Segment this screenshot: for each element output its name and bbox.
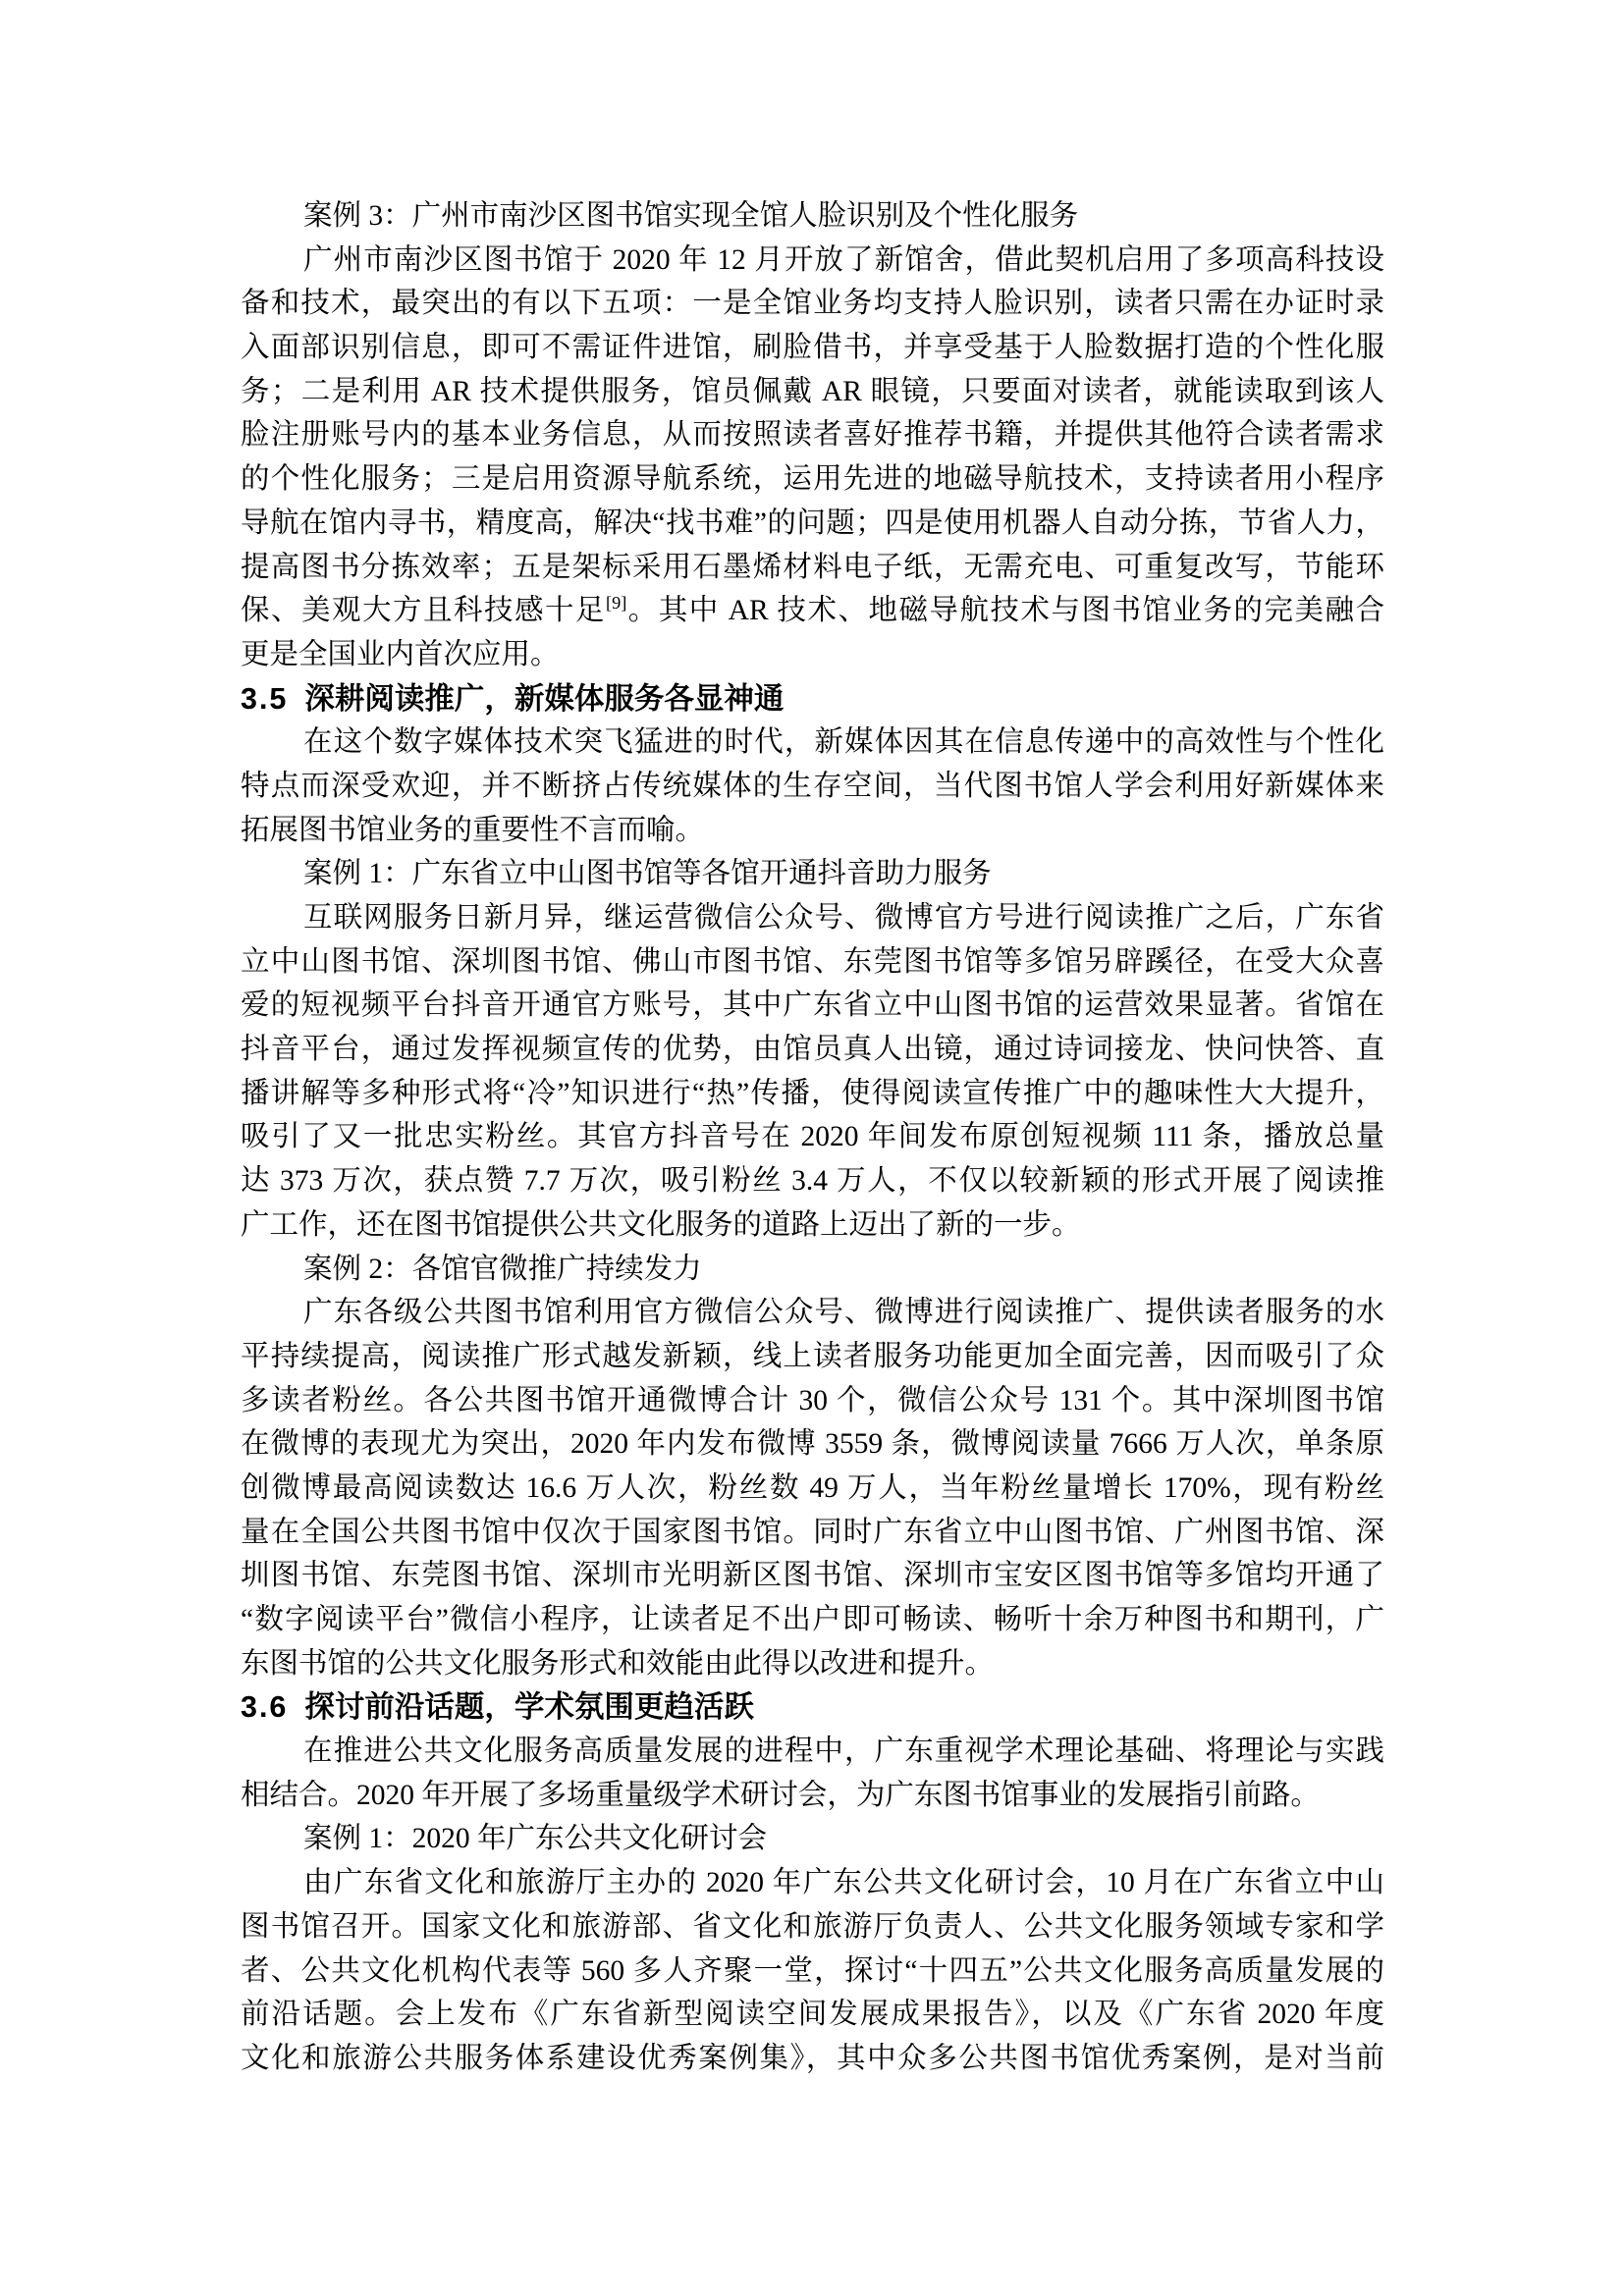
paragraph-line: 圳图书馆、东莞图书馆、深圳市光明新区图书馆、深圳市宝安区图书馆等多馆均开通了 — [241, 1560, 1384, 1592]
paragraph-line: 广工作，还在图书馆提供公共文化服务的道路上迈出了新的一步。 — [241, 1208, 1081, 1241]
paragraph-line: 拓展图书馆业务的重要性不言而喻。 — [241, 814, 705, 846]
paragraph-line: 提高图书分拣效率；五是架标采用石墨烯材料电子纸，无需充电、可重复改写，节能环 — [241, 551, 1384, 583]
paragraph-line: 导航在馆内寻书，精度高，解决“找书难”的问题；四是使用机器人自动分拣，节省人力， — [241, 507, 1384, 539]
section-title: 深耕阅读推广，新媒体服务各显神通 — [304, 681, 785, 716]
paragraph-line: 文化和旅游公共服务体系建设优秀案例集》，其中众多公共图书馆优秀案例，是对当前 — [241, 2042, 1384, 2074]
case-title-line: 案例 2：各馆官微推广持续发力 — [303, 1253, 702, 1285]
case-title-line: 案例 1：广东省立中山图书馆等各馆开通抖音助力服务 — [303, 858, 992, 890]
citation-reference: [9] — [605, 593, 627, 614]
paragraph-line: “数字阅读平台”微信小程序，让读者足不出户即可畅读、畅听十余万种图书和期刊，广 — [241, 1604, 1384, 1635]
paragraph-line: 图书馆召开。国家文化和旅游部、省文化和旅游厅负责人、公共文化服务领域专家和学 — [241, 1910, 1384, 1943]
document-body — [241, 194, 1384, 2081]
paragraph-line: 东图书馆的公共文化服务形式和效能由此得以改进和提升。 — [241, 1647, 995, 1680]
paragraph-line: 平持续提高，阅读推广形式越发新颖，线上读者服务功能更加全面完善，因而吸引了众 — [241, 1340, 1384, 1372]
paragraph-line: 立中山图书馆、深圳图书馆、佛山市图书馆、东莞图书馆等多馆另辟蹊径，在受大众喜 — [241, 945, 1384, 978]
paragraph-line: 多读者粉丝。各公共图书馆开通微博合计 30 个，微信公众号 131 个。其中深圳图书馆 — [241, 1384, 1384, 1416]
section-number: 3.5 — [241, 681, 289, 716]
paragraph-line: 特点而深受欢迎，并不断挤占传统媒体的生存空间，当代图书馆人学会利用好新媒体来 — [241, 770, 1384, 802]
paragraph-line: 在微博的表现尤为突出，2020 年内发布微博 3559 条，微博阅读量 7666 万人次，单条原 — [241, 1428, 1384, 1461]
paragraph-line: 在这个数字媒体技术突飞猛进的时代，新媒体因其在信息传递中的高效性与个性化 — [303, 726, 1384, 759]
section-number: 3.6 — [241, 1690, 289, 1725]
paragraph-line: 创微博最高阅读数达 16.6 万人次，粉丝数 49 万人，当年粉丝量增长 170%，现有粉丝 — [241, 1471, 1384, 1504]
paragraph-line: 前沿话题。会上发布《广东省新型阅读空间发展成果报告》，以及《广东省 2020 年度 — [241, 1999, 1384, 2031]
paragraph-line: 抖音平台，通过发挥视频宣传的优势，由馆员真人出镜，通过诗词接龙、快问快答、直 — [241, 1034, 1384, 1066]
paragraph-line: 吸引了又一批忠实粉丝。其官方抖音号在 2020 年间发布原创短视频 111 条，播放总量 — [241, 1121, 1384, 1153]
case-title-line: 案例 1：2020 年广东公共文化研讨会 — [303, 1823, 768, 1855]
paragraph-line: 务；二是利用 AR 技术提供服务，馆员佩戴 AR 眼镜，只要面对读者，就能读取到该人 — [241, 375, 1384, 407]
section-heading — [241, 677, 1384, 721]
paragraph-line: 备和技术，最突出的有以下五项：一是全馆业务均支持人脸识别，读者只需在办证时录 — [241, 288, 1384, 320]
paragraph-line: 达 373 万次，获点赞 7.7 万次，吸引粉丝 3.4 万人，不仅以较新颖的形式开展了阅读推 — [241, 1165, 1384, 1198]
paragraph-line: 保、美观大方且科技感十足[9]。其中 AR 技术、地磁导航技术与图书馆业务的完美融合 — [241, 593, 1384, 627]
section-heading — [241, 1685, 1384, 1730]
paragraph-line: 在推进公共文化服务高质量发展的进程中，广东重视学术理论基础、将理论与实践 — [303, 1735, 1384, 1768]
paragraph-line: 广州市南沙区图书馆于 2020 年 12 月开放了新馆舍，借此契机启用了多项高科技设 — [303, 243, 1384, 276]
paragraph-line: 者、公共文化机构代表等 560 多人齐聚一堂，探讨“十四五”公共文化服务高质量发展的 — [241, 1954, 1384, 1987]
paragraph-line: 广东各级公共图书馆利用官方微信公众号、微博进行阅读推广、提供读者服务的水 — [303, 1297, 1384, 1329]
paragraph-line: 入面部识别信息，即可不需证件进馆，刷脸借书，并享受基于人脸数据打造的个性化服 — [241, 332, 1384, 364]
paragraph-line: 由广东省文化和旅游厅主办的 2020 年广东公共文化研讨会，10 月在广东省立中山 — [303, 1867, 1384, 1899]
paragraph-line: 脸注册账号内的基本业务信息，从而按照读者喜好推荐书籍，并提供其他符合读者需求 — [241, 419, 1384, 452]
section-title: 探讨前沿话题，学术氛围更趋活跃 — [304, 1690, 754, 1725]
case-title-line: 案例 3：广州市南沙区图书馆实现全馆人脸识别及个性化服务 — [303, 200, 1079, 232]
paragraph-line: 播讲解等多种形式将“冷”知识进行“热”传播，使得阅读宣传推广中的趣味性大大提升， — [241, 1077, 1384, 1109]
paragraph-line: 互联网服务日新月异，继运营微信公众号、微博官方号进行阅读推广之后，广东省 — [303, 902, 1384, 934]
paragraph-line: 量在全国公共图书馆中仅次于国家图书馆。同时广东省立中山图书馆、广州图书馆、深 — [241, 1516, 1384, 1548]
paragraph-line: 的个性化服务；三是启用资源导航系统，运用先进的地磁导航技术，支持读者用小程序 — [241, 463, 1384, 496]
paragraph-line: 相结合。2020 年开展了多场重量级学术研讨会，为广东图书馆事业的发展指引前路。 — [241, 1779, 1320, 1811]
paragraph-line: 爱的短视频平台抖音开通官方账号，其中广东省立中山图书馆的运营效果显著。省馆在 — [241, 989, 1384, 1022]
paragraph-line: 更是全国业内首次应用。 — [241, 638, 560, 670]
